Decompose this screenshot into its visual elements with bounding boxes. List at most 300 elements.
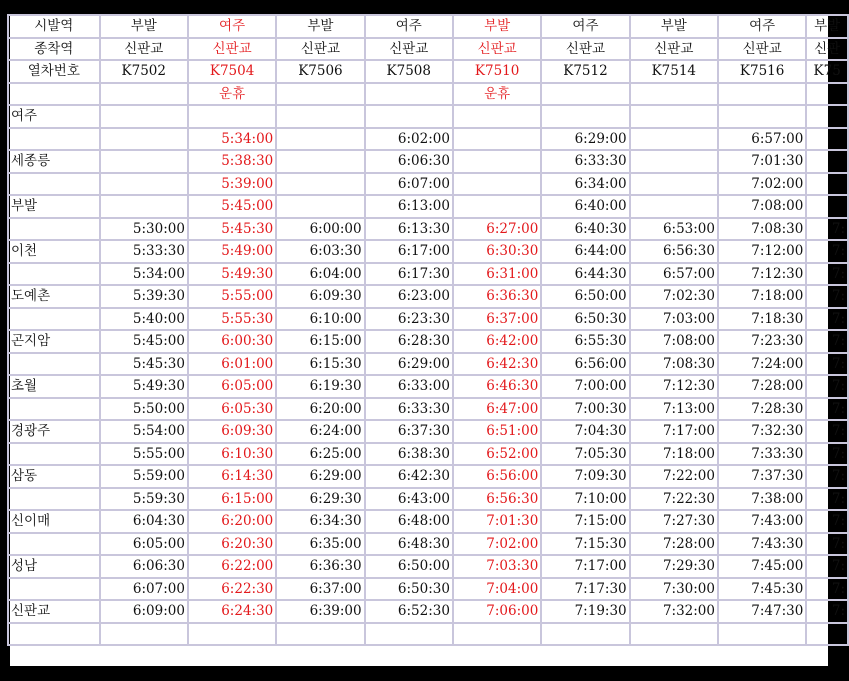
arrival-time-cell: 6:44:00	[541, 240, 629, 263]
arrival-time-cell: 5:59:00	[100, 465, 188, 488]
station-name: 곤지암	[8, 330, 100, 353]
arrival-time-cell: 6:20:00	[188, 510, 276, 533]
departure-time-cell: 6:00:00	[276, 218, 364, 241]
train-number-cell: K75	[806, 60, 848, 83]
departure-time-cell: 5:30:00	[100, 218, 188, 241]
departure-time-cell: 7:12:30	[718, 263, 806, 286]
station-departure-row	[8, 353, 848, 376]
service-note-cell	[718, 83, 806, 106]
arrival-time-cell: 7:	[806, 555, 848, 578]
train-number-cell: K7514	[630, 60, 718, 83]
departure-time-cell: 6:04:00	[276, 263, 364, 286]
arrival-time-cell	[630, 150, 718, 173]
header-label: 시발역	[8, 15, 100, 38]
station-arrival-row	[8, 150, 848, 173]
origin-station-cell: 부발	[630, 15, 718, 38]
arrival-time-cell: 6:09:30	[276, 285, 364, 308]
destination-station-cell: 신판교	[541, 38, 629, 61]
blank-cell	[453, 623, 541, 646]
arrival-time-cell: 7:	[806, 330, 848, 353]
arrival-time-cell: 6:42:00	[453, 330, 541, 353]
arrival-time-cell: 6:06:30	[365, 150, 453, 173]
arrival-time-cell: 7:	[806, 510, 848, 533]
arrival-time-cell: 7:18:00	[718, 285, 806, 308]
arrival-time-cell: 7:23:30	[718, 330, 806, 353]
arrival-time-cell: 7:17:00	[541, 555, 629, 578]
arrival-time-cell: 7:17:00	[630, 420, 718, 443]
arrival-time-cell: 6:52:30	[365, 600, 453, 623]
arrival-time-cell	[718, 105, 806, 128]
station-arrival-row	[8, 510, 848, 533]
destination-station-cell: 신판교	[188, 38, 276, 61]
destination-station-cell: 신판교	[100, 38, 188, 61]
departure-time-cell: 7:02:00	[453, 533, 541, 556]
arrival-time-cell: 7:45:00	[718, 555, 806, 578]
station-arrival-row	[8, 465, 848, 488]
departure-time-cell: 6:05:30	[188, 398, 276, 421]
arrival-time-cell: 7:08:00	[718, 195, 806, 218]
departure-time-cell: 6:52:00	[453, 443, 541, 466]
blank-cell	[8, 83, 100, 106]
departure-time-cell: 6:37:00	[453, 308, 541, 331]
arrival-time-cell: 7:02:30	[630, 285, 718, 308]
station-name: 부발	[8, 195, 100, 218]
blank-cell	[806, 623, 848, 646]
departure-time-cell: 6:50:30	[365, 578, 453, 601]
arrival-time-cell: 6:22:00	[188, 555, 276, 578]
service-note-cell	[100, 83, 188, 106]
departure-time-cell: 6:57:00	[630, 263, 718, 286]
departure-time-cell: 5:55:00	[100, 443, 188, 466]
arrival-time-cell: 6:42:30	[365, 465, 453, 488]
departure-time-cell: 7:	[806, 398, 848, 421]
station-departure-row	[8, 488, 848, 511]
destination-station-cell: 신판	[806, 38, 848, 61]
departure-time-cell: 6:29:00	[365, 353, 453, 376]
arrival-time-cell: 6:23:00	[365, 285, 453, 308]
arrival-time-cell: 5:38:30	[188, 150, 276, 173]
train-number-cell: K7502	[100, 60, 188, 83]
station-departure-row	[8, 443, 848, 466]
station-name: 신판교	[8, 600, 100, 623]
arrival-time-cell: 6:09:00	[100, 600, 188, 623]
service-note-cell	[806, 83, 848, 106]
train-number-cell: K7504	[188, 60, 276, 83]
arrival-time-cell: 7:09:30	[541, 465, 629, 488]
arrival-time-cell: 6:36:30	[453, 285, 541, 308]
blank-cell	[188, 623, 276, 646]
arrival-time-cell: 7:	[806, 240, 848, 263]
station-name: 여주	[8, 105, 100, 128]
arrival-time-cell: 7:04:30	[541, 420, 629, 443]
departure-time-cell: 7:08:30	[718, 218, 806, 241]
service-note-cell	[276, 83, 364, 106]
arrival-time-cell: 7:28:00	[718, 375, 806, 398]
departure-time-cell: 5:45:30	[100, 353, 188, 376]
arrival-time-cell	[453, 195, 541, 218]
station-arrival-row	[8, 195, 848, 218]
station-name: 삼동	[8, 465, 100, 488]
arrival-time-cell: 7:	[806, 600, 848, 623]
departure-time-cell	[100, 128, 188, 151]
departure-time-cell: 7:45:30	[718, 578, 806, 601]
departure-time-cell: 7:28:00	[630, 533, 718, 556]
departure-time-cell	[630, 173, 718, 196]
departure-time-cell	[453, 128, 541, 151]
departure-time-cell: 7:	[806, 533, 848, 556]
arrival-time-cell: 6:36:30	[276, 555, 364, 578]
arrival-time-cell: 7:	[806, 420, 848, 443]
arrival-time-cell: 6:15:00	[276, 330, 364, 353]
departure-time-cell: 6:15:00	[188, 488, 276, 511]
station-name: 성남	[8, 555, 100, 578]
arrival-time-cell: 6:13:00	[365, 195, 453, 218]
blank-cell	[630, 623, 718, 646]
departure-time-cell: 5:55:30	[188, 308, 276, 331]
departure-time-cell: 6:27:00	[453, 218, 541, 241]
departure-time-cell: 7:17:30	[541, 578, 629, 601]
arrival-time-cell: 5:54:00	[100, 420, 188, 443]
arrival-time-cell: 7:12:00	[718, 240, 806, 263]
blank-cell	[541, 623, 629, 646]
departure-time-cell: 6:37:00	[276, 578, 364, 601]
origin-station-cell: 여주	[718, 15, 806, 38]
service-note-cell	[541, 83, 629, 106]
arrival-time-cell: 7:32:30	[718, 420, 806, 443]
origin-station-cell: 여주	[365, 15, 453, 38]
blank-cell	[8, 128, 100, 151]
departure-time-cell: 6:44:30	[541, 263, 629, 286]
service-note-cell	[630, 83, 718, 106]
arrival-time-cell: 5:55:00	[188, 285, 276, 308]
departure-time-cell: 7:13:00	[630, 398, 718, 421]
departure-time-cell: 7:	[806, 578, 848, 601]
departure-time-cell: 7:04:00	[453, 578, 541, 601]
blank-cell	[8, 353, 100, 376]
station-arrival-row	[8, 555, 848, 578]
arrival-time-cell: 7:12:30	[630, 375, 718, 398]
arrival-time-cell: 5:49:30	[100, 375, 188, 398]
service-note-cell	[365, 83, 453, 106]
departure-time-cell: 6:53:00	[630, 218, 718, 241]
arrival-time-cell	[453, 105, 541, 128]
departure-time-cell: 7:10:00	[541, 488, 629, 511]
departure-time-cell: 6:02:00	[365, 128, 453, 151]
departure-time-cell: 6:31:00	[453, 263, 541, 286]
arrival-time-cell: 6:51:00	[453, 420, 541, 443]
departure-time-cell: 5:39:00	[188, 173, 276, 196]
blank-cell	[8, 398, 100, 421]
arrival-time-cell: 6:56:00	[453, 465, 541, 488]
blank-cell	[8, 218, 100, 241]
arrival-time-cell: 6:24:30	[188, 600, 276, 623]
arrival-time-cell: 7:	[806, 375, 848, 398]
departure-time-cell: 6:38:30	[365, 443, 453, 466]
departure-time-cell: 6:33:30	[365, 398, 453, 421]
departure-time-cell: 6:29:00	[541, 128, 629, 151]
arrival-time-cell: 6:33:00	[365, 375, 453, 398]
arrival-time-cell: 6:50:00	[365, 555, 453, 578]
arrival-time-cell: 6:00:30	[188, 330, 276, 353]
departure-time-cell	[276, 173, 364, 196]
header-label: 종착역	[8, 38, 100, 61]
arrival-time-cell: 7:32:00	[630, 600, 718, 623]
origin-station-cell: 여주	[541, 15, 629, 38]
departure-time-cell: 6:05:00	[100, 533, 188, 556]
arrival-time-cell: 6:05:00	[188, 375, 276, 398]
departure-time-cell: 7:33:30	[718, 443, 806, 466]
departure-time-cell: 6:10:00	[276, 308, 364, 331]
departure-time-cell: 6:48:30	[365, 533, 453, 556]
train-number-cell: K7510	[453, 60, 541, 83]
departure-time-cell: 7:18:00	[630, 443, 718, 466]
arrival-time-cell: 7:00:00	[541, 375, 629, 398]
arrival-time-cell: 6:28:30	[365, 330, 453, 353]
station-name: 경광주	[8, 420, 100, 443]
departure-time-cell: 7:18:30	[718, 308, 806, 331]
arrival-time-cell: 7:01:30	[453, 510, 541, 533]
arrival-time-cell: 6:03:30	[276, 240, 364, 263]
blank-cell	[8, 443, 100, 466]
station-arrival-row	[8, 375, 848, 398]
departure-time-cell: 5:49:30	[188, 263, 276, 286]
departure-time-cell: 6:35:00	[276, 533, 364, 556]
origin-station-cell: 부발	[806, 15, 848, 38]
origin-station-cell: 부발	[276, 15, 364, 38]
arrival-time-cell: 7:47:30	[718, 600, 806, 623]
blank-cell	[8, 263, 100, 286]
arrival-time-cell: 7:	[806, 285, 848, 308]
arrival-time-cell: 7:03:30	[453, 555, 541, 578]
departure-time-cell: 6:17:30	[365, 263, 453, 286]
arrival-time-cell	[100, 105, 188, 128]
arrival-time-cell: 7:08:00	[630, 330, 718, 353]
departure-time-cell: 6:29:30	[276, 488, 364, 511]
departure-time-cell	[806, 128, 848, 151]
arrival-time-cell: 6:34:30	[276, 510, 364, 533]
trailing-row	[8, 623, 848, 646]
departure-time-cell: 7:30:00	[630, 578, 718, 601]
departure-time-cell: 7:02:00	[718, 173, 806, 196]
header-label: 열차번호	[8, 60, 100, 83]
station-arrival-row	[8, 105, 848, 128]
arrival-time-cell: 7:27:30	[630, 510, 718, 533]
arrival-time-cell: 6:04:30	[100, 510, 188, 533]
arrival-time-cell: 7:	[806, 465, 848, 488]
arrival-time-cell: 7:37:30	[718, 465, 806, 488]
departure-time-cell: 7:43:30	[718, 533, 806, 556]
departure-time-cell: 5:34:00	[100, 263, 188, 286]
destination-station-cell: 신판교	[276, 38, 364, 61]
arrival-time-cell: 5:45:00	[188, 195, 276, 218]
timetable-sheet	[10, 14, 845, 666]
arrival-time-cell: 7:22:00	[630, 465, 718, 488]
departure-time-cell: 5:34:00	[188, 128, 276, 151]
train-timetable	[7, 14, 849, 646]
origin-station-cell: 부발	[100, 15, 188, 38]
arrival-time-cell: 5:45:00	[100, 330, 188, 353]
blank-cell	[8, 578, 100, 601]
arrival-time-cell: 6:55:30	[541, 330, 629, 353]
blank-cell	[276, 623, 364, 646]
departure-time-cell: 7:	[806, 443, 848, 466]
arrival-time-cell: 6:29:00	[276, 465, 364, 488]
departure-time-cell: 6:15:30	[276, 353, 364, 376]
departure-time-cell: 5:50:00	[100, 398, 188, 421]
departure-time-cell: 7:08:30	[630, 353, 718, 376]
departure-time-cell: 6:10:30	[188, 443, 276, 466]
arrival-time-cell: 6:48:00	[365, 510, 453, 533]
departure-time-cell: 7:24:00	[718, 353, 806, 376]
departure-time-cell: 6:47:00	[453, 398, 541, 421]
departure-time-cell: 7:	[806, 353, 848, 376]
service-note-cell: 운휴	[453, 83, 541, 106]
station-departure-row	[8, 263, 848, 286]
station-arrival-row	[8, 600, 848, 623]
departure-time-cell: 6:13:30	[365, 218, 453, 241]
arrival-time-cell	[100, 150, 188, 173]
departure-time-cell: 7:	[806, 488, 848, 511]
station-arrival-row	[8, 330, 848, 353]
station-arrival-row	[8, 420, 848, 443]
station-name: 이천	[8, 240, 100, 263]
departure-time-cell: 7:28:30	[718, 398, 806, 421]
departure-time-cell: 5:59:30	[100, 488, 188, 511]
arrival-time-cell: 5:39:30	[100, 285, 188, 308]
arrival-time-cell	[276, 195, 364, 218]
blank-cell	[365, 623, 453, 646]
station-name: 신이매	[8, 510, 100, 533]
arrival-time-cell: 7:43:00	[718, 510, 806, 533]
arrival-time-cell: 5:49:00	[188, 240, 276, 263]
departure-time-cell: 6:25:00	[276, 443, 364, 466]
arrival-time-cell: 6:24:00	[276, 420, 364, 443]
departure-time-cell	[806, 173, 848, 196]
blank-cell	[100, 623, 188, 646]
arrival-time-cell	[100, 195, 188, 218]
departure-time-cell	[276, 128, 364, 151]
departure-time-cell: 6:22:30	[188, 578, 276, 601]
service-note-cell: 운휴	[188, 83, 276, 106]
destination-station-cell: 신판교	[630, 38, 718, 61]
destination-station-cell: 신판교	[718, 38, 806, 61]
departure-time-cell: 6:34:00	[541, 173, 629, 196]
arrival-time-cell	[276, 150, 364, 173]
departure-time-cell: 7:05:30	[541, 443, 629, 466]
arrival-time-cell: 6:50:00	[541, 285, 629, 308]
header-row-destination-station	[8, 38, 848, 61]
header-row-origin-station	[8, 15, 848, 38]
blank-cell	[8, 533, 100, 556]
train-number-cell: K7516	[718, 60, 806, 83]
station-name: 세종릉	[8, 150, 100, 173]
station-arrival-row	[8, 285, 848, 308]
origin-station-cell: 여주	[188, 15, 276, 38]
departure-time-cell: 7:	[806, 218, 848, 241]
departure-time-cell: 6:07:00	[365, 173, 453, 196]
arrival-time-cell: 6:30:30	[453, 240, 541, 263]
arrival-time-cell: 6:37:30	[365, 420, 453, 443]
blank-cell	[8, 308, 100, 331]
departure-time-cell: 7:	[806, 308, 848, 331]
train-number-cell: K7506	[276, 60, 364, 83]
arrival-time-cell	[365, 105, 453, 128]
station-departure-row	[8, 398, 848, 421]
station-departure-row	[8, 308, 848, 331]
departure-time-cell: 6:50:30	[541, 308, 629, 331]
arrival-time-cell: 7:29:30	[630, 555, 718, 578]
departure-time-cell: 5:40:00	[100, 308, 188, 331]
departure-time-cell: 6:01:00	[188, 353, 276, 376]
departure-time-cell: 6:40:30	[541, 218, 629, 241]
departure-time-cell: 6:56:00	[541, 353, 629, 376]
departure-time-cell: 6:57:00	[718, 128, 806, 151]
departure-time-cell: 7:00:30	[541, 398, 629, 421]
header-row-train-number	[8, 60, 848, 83]
blank-cell	[8, 488, 100, 511]
station-departure-row	[8, 173, 848, 196]
station-departure-row	[8, 218, 848, 241]
departure-time-cell: 7:22:30	[630, 488, 718, 511]
departure-time-cell: 6:07:00	[100, 578, 188, 601]
arrival-time-cell	[630, 195, 718, 218]
destination-station-cell: 신판교	[365, 38, 453, 61]
arrival-time-cell	[541, 105, 629, 128]
arrival-time-cell: 6:14:30	[188, 465, 276, 488]
arrival-time-cell	[806, 105, 848, 128]
arrival-time-cell: 7:15:00	[541, 510, 629, 533]
arrival-time-cell: 7:19:30	[541, 600, 629, 623]
arrival-time-cell: 6:40:00	[541, 195, 629, 218]
arrival-time-cell: 6:09:30	[188, 420, 276, 443]
arrival-time-cell	[276, 105, 364, 128]
blank-cell	[8, 623, 100, 646]
station-departure-row	[8, 128, 848, 151]
arrival-time-cell: 6:56:30	[630, 240, 718, 263]
departure-time-cell: 6:42:30	[453, 353, 541, 376]
station-name: 초월	[8, 375, 100, 398]
departure-time-cell: 7:15:30	[541, 533, 629, 556]
departure-time-cell: 6:43:00	[365, 488, 453, 511]
departure-time-cell: 6:23:30	[365, 308, 453, 331]
arrival-time-cell	[806, 195, 848, 218]
station-arrival-row	[8, 240, 848, 263]
station-departure-row	[8, 578, 848, 601]
departure-time-cell: 6:20:30	[188, 533, 276, 556]
departure-time-cell: 7:38:00	[718, 488, 806, 511]
arrival-time-cell: 6:33:30	[541, 150, 629, 173]
arrival-time-cell: 6:19:30	[276, 375, 364, 398]
departure-time-cell: 5:45:30	[188, 218, 276, 241]
train-number-cell: K7508	[365, 60, 453, 83]
departure-time-cell: 6:56:30	[453, 488, 541, 511]
destination-station-cell: 신판교	[453, 38, 541, 61]
arrival-time-cell: 6:06:30	[100, 555, 188, 578]
departure-time-cell	[100, 173, 188, 196]
departure-time-cell	[630, 128, 718, 151]
train-number-cell: K7512	[541, 60, 629, 83]
arrival-time-cell: 7:01:30	[718, 150, 806, 173]
arrival-time-cell: 6:17:00	[365, 240, 453, 263]
origin-station-cell: 부발	[453, 15, 541, 38]
arrival-time-cell: 6:39:00	[276, 600, 364, 623]
arrival-time-cell	[453, 150, 541, 173]
blank-cell	[718, 623, 806, 646]
arrival-time-cell	[630, 105, 718, 128]
arrival-time-cell	[188, 105, 276, 128]
departure-time-cell: 7:03:00	[630, 308, 718, 331]
departure-time-cell: 7:	[806, 263, 848, 286]
